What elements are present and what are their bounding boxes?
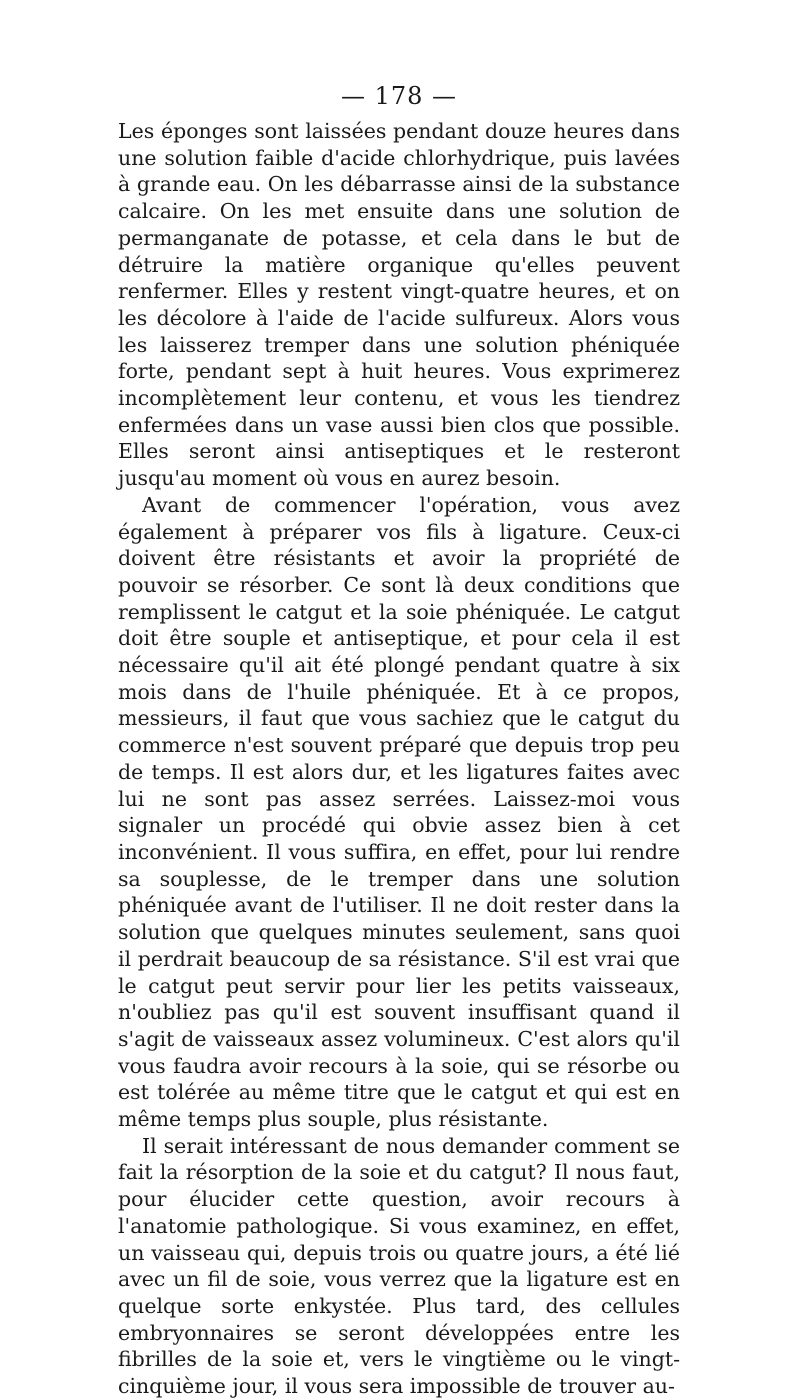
paragraph-sponges: Les éponges sont laissées pendant douze heures dans une solution faible d'acide chlorhydrique, puis lavées à grande eau. On les débarrasse ainsi de la substance calcaire. On les met ensuite dans une solution de permanganate de potasse, et cela dans le but de détruire la matière organique qu'elles peuvent renfermer. Elles y restent vingt-quatre heures, et on les décolore à l'aide de l'acide sulfureux. Alors vous les laisserez tremper dans une solution phéniquée forte, pendant sept à huit heures. Vous exprimerez incomplètement leur contenu, et vous les tiendrez enfermées dans un vase aussi bien clos que possible. Elles seront ainsi antiseptiques et le resteront jusqu'au moment où vous en aurez besoin. [118,119,680,491]
page-number: — 178 — [340,82,458,110]
book-page [118,82,680,1400]
paragraph-resorption: Il serait intéressant de nous demander comment se fait la résorption de la soie et du catgut? Il nous faut, pour élucider cette question, avoir recours à l'anatomie pathologique. Si vous examinez, en effet, un vaisseau qui, depuis trois ou quatre jours, a été lié avec un fil de soie, vous verrez que la ligature est en quelque sorte enkystée. Plus tard, des cellules embryonnaires se seront développées entre les fibrilles de la soie et, vers le vingtième ou le vingt-cinquième jour, il vous sera impossible de trouver au- [118,1133,680,1399]
paragraph-ligatures: Avant de commencer l'opération, vous avez également à préparer vos fils à ligature. Ceux-ci doivent être résistants et avoir la propriété de pouvoir se résorber. Ce sont là deux conditions que remplissent le catgut et la soie phéniquée. Le catgut doit être souple et antiseptique, et pour cela il est nécessaire qu'il ait été plongé pendant quatre à six mois dans de l'huile phéniquée. Et à ce propos, messieurs, il faut que vous sachiez que le catgut du commerce n'est souvent préparé que depuis trop peu de temps. Il est alors dur, et les ligatures faites avec lui ne sont pas assez serrées. Laissez-moi vous signaler un procédé qui obvie assez bien à cet inconvénient. Il vous suffira, en effet, pour lui rendre sa souplesse, de le tremper dans une solution phéniquée avant de l'utiliser. Il ne doit rester dans la solution que quelques minutes seulement, sans quoi il perdrait beaucoup de sa résistance. S'il est vrai que le catgut peut servir pour lier les petits vaisseaux, n'oubliez pas qu'il est souvent insuffisant quand il s'agit de vaisseaux assez volumineux. C'est alors qu'il vous faudra avoir recours à la soie, qui se résorbe ou est tolérée au même titre que le catgut et qui est en même temps plus souple, plus résistante. [118,492,680,1132]
